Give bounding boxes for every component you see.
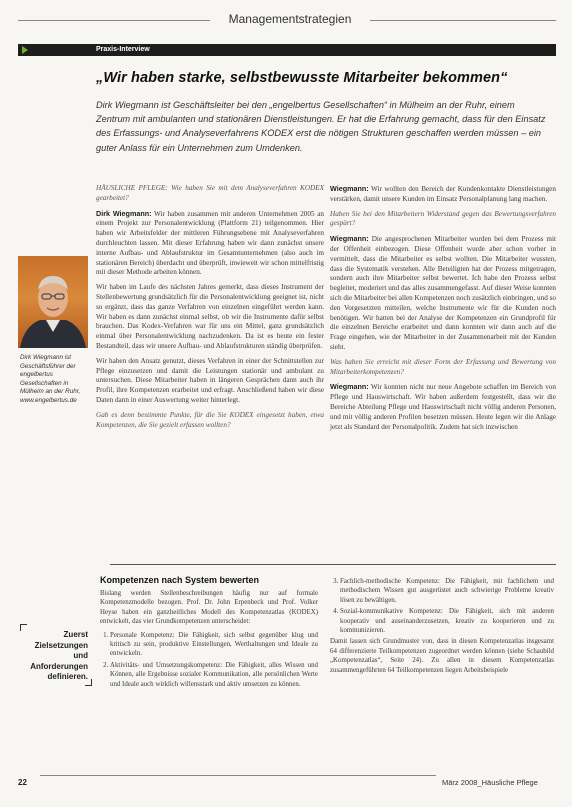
question-col2-2: Was haben Sie erreicht mit dieser Form der Erfassung und Bewertung von Mitarbeiterkompetenzen? (330, 357, 556, 376)
box-intro: Bislang werden Stellenbeschreibungen häufig nur auf formale Kompetenzmodelle bezogen. Prof. Dr. John Erpenbeck und Prof. Volker Heyse haben ein ganzheitliches Modell des Kompetenzatlas (KODEX) entwickelt, das vier Grundkompetenzen unterscheidet: (100, 590, 318, 626)
list-item: 1. Personale Kompetenz: Die Fähigkeit, sich selbst gegenüber klug und kritisch zu sein, produktive Einstellungen, Werthaltungen und Ideale zu entwickeln. (110, 631, 318, 659)
article-column-1 (96, 184, 324, 435)
play-arrow-icon (22, 46, 28, 54)
answer-col2-1 (330, 184, 556, 205)
box-column-left (100, 589, 318, 691)
list-item: 4. Sozial-kommunikative Kompetenz: Die Fähigkeit, sich mit anderen kooperativ und auseinanderzusetzen, kreativ zu kooperieren und zu kommunizieren. (340, 607, 554, 635)
speaker-label: Wiegmann: (330, 382, 369, 392)
article-column-2 (330, 184, 556, 437)
answer-col2-2 (330, 234, 556, 353)
header-rule-right (370, 20, 556, 21)
issue-label: März 2008_Häusliche Pflege (442, 778, 538, 787)
header-rule-left (18, 20, 210, 21)
answer-col2-3-text: Wir konnten nicht nur neue Angebote schaffen im Bereich von Pflege und Hauswirtschaft. Wir haben außerdem festgestellt, dass wir die Bereiche Abteilung Pflege und Hauswirtschaft nicht völlig anderen Personen, und mit völlig anderen Profilen besetzen müssen. Heute legen wir die Anlage jetzt als Standard der Personalpolitik. Zudem hat sich inzwischen (330, 383, 556, 431)
box-outro: Damit lassen sich Grundmuster von, dass in diesen Kompetenzatlas insgesamt 64 differenzierte Teilkompetenzen zugeordnet werden können (siehe Schaubild „Kompetenzatlas“, Seite 24). Zu allen in diesem Kompetenzatlas zusammengeführten 64 Teilkompetenzen liegen Arbeitsbeispiele (330, 638, 554, 674)
answer-col2-2-text: Die angesprochenen Mitarbeiter wurden bei dem Prozess mit der Offenheit einbezogen. Diese Offenheit wurde aber schon vorher in vermittelt, dass die Mitarbeiter es selbst wollten. Die Mitarbeiter wussten, dass die Systematik verstehen. Alle Beteiligten hat der Prozess mitgetragen, sondern auch ihre Mitarbeiter selbst bewertet. Ich habe den Prozess selbst begleitet, moderiert und das alles zusammengefasst. Auf dieser Weise konnten sich die Mitarbeiter bei allen Kompetenzen noch zusätzlich einbringen, und so den Vorgesetzten mitteilen, welche Instrumente wir für die Kunden noch benötigen. Wir hatten bei der Analyse der Kompetenzen ein Grundprofil für die einzelnen Bereiche erarbeitet und dann konnten wir dann auch auf die Frage eingehen, wie der Mitarbeiter in der Zusammenarbeit mit der Kunden sieht. (330, 235, 557, 351)
answer-1-text: Wir haben zusammen mit anderen Unternehmen 2005 an einem Projekt zur Personalentwicklung (Plattform 21) teilgenommen. Hier haben wir Arbeitsfelder der mittleren Führungsebene mit Analyseverfahren durchleuchten lassen. Mit dieser Erfahrung haben wir dann zunächst unsere interne Aufbau- und Ablaufstruktur im Gesamtunternehmen (also auch im stationären Bereich) überdacht und überprüft, inwieweit wir schon mittelfristig mit dieser Methode arbeiten können. (96, 209, 325, 277)
competence-list-left (100, 631, 318, 689)
portrait-photo (18, 256, 88, 348)
box-divider (110, 564, 556, 565)
footer-rule (40, 775, 436, 776)
answer-3: Wir haben den Ansatz genutzt, dieses Verfahren in einer der Schnittstellen zur Pflege einzusetzen und damit die Leistungen stationär und ambulant zu untersuchen. Diese Mitarbeiter haben in längeren Gesprächen dann auch ihr Profil, ihre Kompetenzen erarbeitet und erfragt. Anschließend haben wir diese Daten dann in einer Auswertung weiter hinterlegt. (96, 356, 324, 404)
photo-caption: Dirk Wiegmann ist Geschäftsführer der engelbertus Gesellschaften in Mülheim an der Ruhr, www.engelbertus.de (20, 354, 81, 404)
question-col2-1: Haben Sie bei den Mitarbeitern Widerstand gegen das Bewertungsverfahren gespürt? (330, 209, 556, 228)
speaker-label: Wiegmann: (330, 184, 369, 193)
answer-1 (96, 209, 324, 279)
answer-col2-1-text: Wir wollten den Bereich der Kundenkontakte Dienstleistungen verstärken, damit unsere Kunden im Einsatz Personalplanung lang machen. (330, 185, 556, 203)
speaker-label: Wiegmann: (330, 234, 369, 244)
answer-col2-3 (330, 382, 556, 432)
article-intro: Dirk Wiegmann ist Geschäftsleiter bei den „engelbertus Gesellschaften“ in Mülheim an der Ruhr, einem Zentrum mit ambulanten und stationären Dienstleistungen. Er hat die Erfahrung gemacht, dass für den Einsatz des Erfassungs- und Analyseverfahrens KODEX erst die nötigen Strukturen geschaffen werden müssen – ein guter Anlass für ein Unternehmen zum Umdenken. (96, 100, 546, 153)
competence-list-right (330, 577, 554, 635)
question-1: HÄUSLICHE PFLEGE: Wie haben Sie mit dem Analyseverfahren KODEX gearbeitet? (96, 184, 324, 202)
box-title: Kompetenzen nach System bewerten (100, 575, 260, 585)
box-column-right (330, 577, 554, 679)
sidebar-pull-quote (20, 624, 92, 686)
section-title: Managementstrategien (210, 12, 370, 26)
speaker-label: Dirk Wiegmann: (96, 208, 152, 218)
answer-2: Wir haben im Laufe des nächsten Jahres gemerkt, dass dieses Instrument der Stellenbewertung grundsätzlich für die Personalentwicklung geeignet ist, nicht so ergänzt, dass das ganze Verfahren von einzelnen eingeführt werden kann. Wir haben es dann zunächst einmal selbst, ob wir die Instrumente dafür selbst brauchen. Das Kodex-Verfahren war für uns ein Mittel, ganz grundsätzlich einmal über Personalentwicklung nachzudenken. Da ist es heute ein fester Bestandteil, dass wir unsere Aufbau- und Ablaufstrukturen ständig überprüfen. (96, 283, 324, 350)
page-number: 22 (18, 778, 27, 787)
praxis-interview-label: Praxis-Interview (96, 46, 150, 53)
list-item: 3. Fachlich-methodische Kompetenz: Die Fähigkeit, mit fachlichem und methodischem Wissen gut ausgerüstet auch schwierige Probleme kreativ lösen zu bewältigen. (340, 577, 554, 605)
article-headline: „Wir haben starke, selbstbewusste Mitarbeiter bekommen“ (96, 70, 508, 86)
pull-quote-text: Zuerst Zielsetzungen und Anforderungen definieren. (30, 630, 88, 681)
list-item: 2. Aktivitäts- und Umsetzungskompetenz: Die Fähigkeit, alles Wissen und Können, alle Ergebnisse sozialer Kommunikation, alle persönlichen Werte und Ideale auch wirklich willensstark und aktiv umsetzen zu können. (110, 661, 318, 689)
question-2: Gab es denn bestimmte Punkte, für die Sie KODEX eingesetzt haben, etwa Kompetenzen, die Sie gezielt erfassen wollten? (96, 410, 324, 429)
